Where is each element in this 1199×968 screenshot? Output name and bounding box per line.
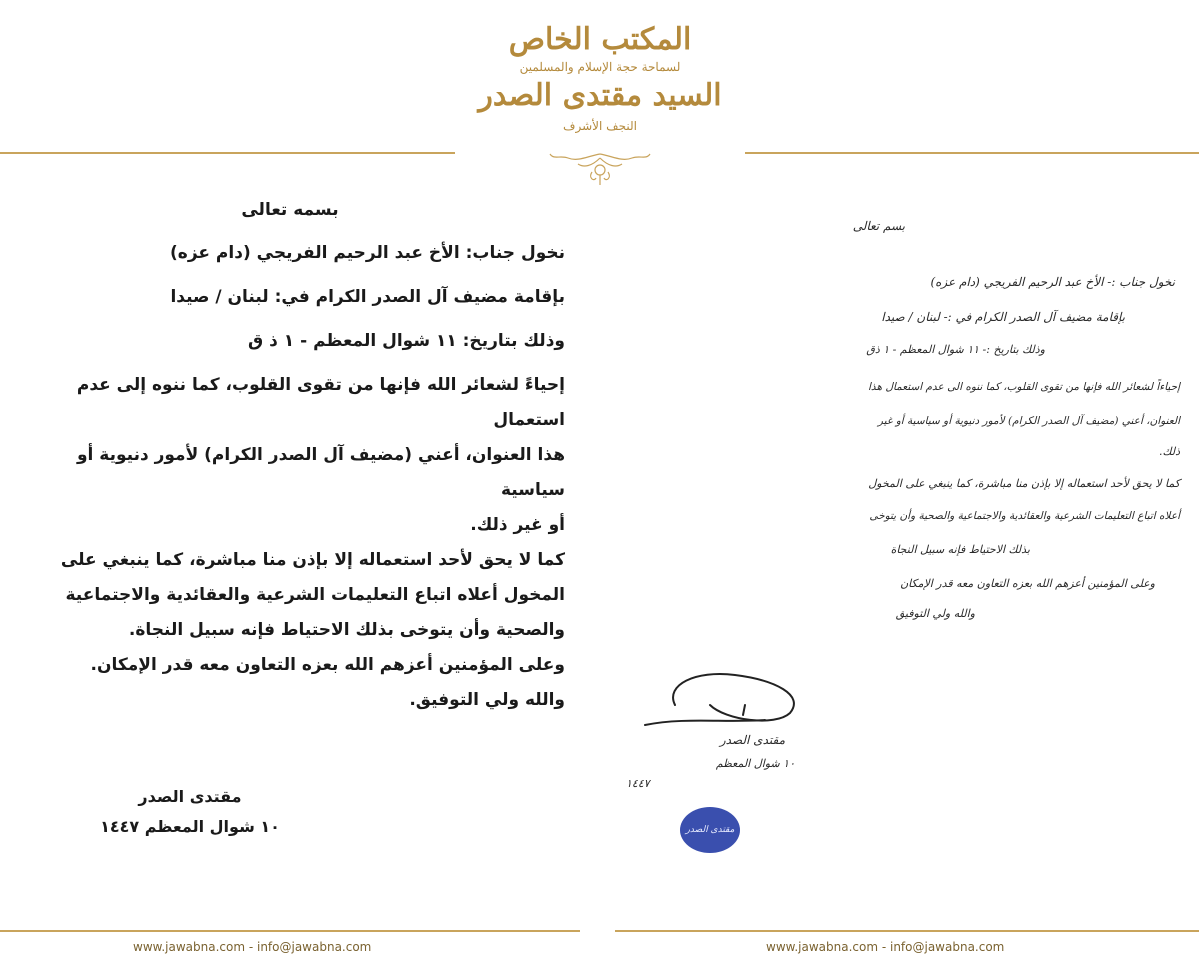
addressee-line: نخول جناب: الأخ عبد الرحيم الفريجي (دام عزه) bbox=[170, 243, 565, 263]
handwritten-signature-name: مقتدى الصدر bbox=[719, 733, 785, 747]
location-line: بإقامة مضيف آل الصدر الكرام في: لبنان / صيدا bbox=[170, 287, 565, 307]
footer-contact-right: www.jawabna.com - info@jawabna.com bbox=[766, 940, 1005, 954]
handwritten-line: إحياءاً لشعائر الله فإنها من تقوى القلوب، كما ننوه الى عدم استعمال هذا bbox=[868, 381, 1180, 393]
signature-date: ١٠ شوال المعظم ١٤٤٧ bbox=[100, 817, 280, 836]
paragraph-line: إحياءً لشعائر الله فإنها من تقوى القلوب، كما ننوه إلى عدم استعمال bbox=[76, 375, 565, 430]
paragraph-line: هذا العنوان، أعني (مضيف آل الصدر الكرام) لأمور دنيوية أو سياسية bbox=[76, 445, 565, 500]
typed-letter bbox=[20, 200, 565, 836]
handwritten-line: كما لا يحق لأحد استعماله إلا بإذن منا مباشرة، كما ينبغي على المخول bbox=[868, 477, 1180, 490]
basmala: بسمه تعالى bbox=[241, 200, 339, 220]
handwritten-line: أعلاه اتباع التعليمات الشرعية والعقائدية والاجتماعية والصحية وأن يتوخى bbox=[869, 510, 1180, 522]
handwritten-line: وعلى المؤمنين أعزهم الله بعزه التعاون معه قدر الإمكان bbox=[900, 577, 1155, 590]
handwritten-letter bbox=[615, 205, 1185, 770]
seal-text: مقتدى الصدر bbox=[685, 825, 735, 835]
handwritten-line: ذلك. bbox=[1158, 445, 1180, 458]
handwritten-line: نخول جناب :- الأخ عبد الرحيم الفريجي (دام عزه) bbox=[930, 275, 1175, 289]
handwritten-line: العنوان، أعني (مضيف آل الصدر الكرام) لأمور دنيوية أو سياسية أو غير bbox=[877, 415, 1180, 427]
handwritten-line: بإقامة مضيف آل الصدر الكرام في :- لبنان / صيدا bbox=[881, 310, 1125, 324]
typed-signature bbox=[95, 782, 285, 842]
date-line: وذلك بتاريخ: ١١ شوال المعظم - ١ ذ ق bbox=[248, 331, 565, 351]
paragraph-line: والصحية وأن يتوخى بذلك الاحتياط فإنه سبيل النجاة. bbox=[128, 620, 565, 640]
signature-scribble-icon bbox=[615, 205, 1185, 765]
handwritten-line: بسم تعالى bbox=[852, 219, 905, 233]
handwritten-signature-year: ١٤٤٧ bbox=[626, 777, 650, 790]
paragraph-line: المخول أعلاه اتباع التعليمات الشرعية والعقائدية والاجتماعية bbox=[65, 585, 565, 605]
logo-title: المكتب الخاص bbox=[508, 22, 692, 57]
letterhead bbox=[0, 0, 1199, 190]
footer-divider-right bbox=[615, 930, 1199, 932]
paragraph-line: وعلى المؤمنين أعزهم الله بعزه التعاون معه قدر الإمكان. bbox=[90, 655, 565, 675]
logo-subtitle: لسماحة حجة الإسلام والمسلمين bbox=[519, 60, 681, 74]
footer-divider-left bbox=[0, 930, 580, 932]
handwritten-signature-date: ١٠ شوال المعظم bbox=[715, 757, 795, 770]
ornament-icon bbox=[548, 152, 652, 188]
paragraph-line: أو غير ذلك. bbox=[470, 515, 565, 535]
paragraph-line: كما لا يحق لأحد استعماله إلا بإذن منا مباشرة، كما ينبغي على bbox=[60, 550, 565, 570]
header-divider-right bbox=[745, 152, 1199, 154]
seal-stamp bbox=[680, 807, 740, 853]
header-divider-left bbox=[0, 152, 455, 154]
handwritten-line: بذلك الاحتياط فإنه سبيل النجاة bbox=[890, 543, 1030, 556]
handwritten-line: والله ولي التوفيق bbox=[895, 607, 975, 620]
footer-contact-left: www.jawabna.com - info@jawabna.com bbox=[133, 940, 372, 954]
logo-name: السيد مقتدى الصدر bbox=[478, 78, 722, 113]
logo-location: النجف الأشرف bbox=[563, 119, 637, 133]
handwritten-line: وذلك بتاريخ :- ١١ شوال المعظم - ١ ذق bbox=[866, 343, 1045, 356]
office-logo bbox=[460, 22, 740, 134]
signer-name: مقتدى الصدر bbox=[138, 787, 242, 806]
paragraph-line: والله ولي التوفيق. bbox=[409, 690, 565, 710]
